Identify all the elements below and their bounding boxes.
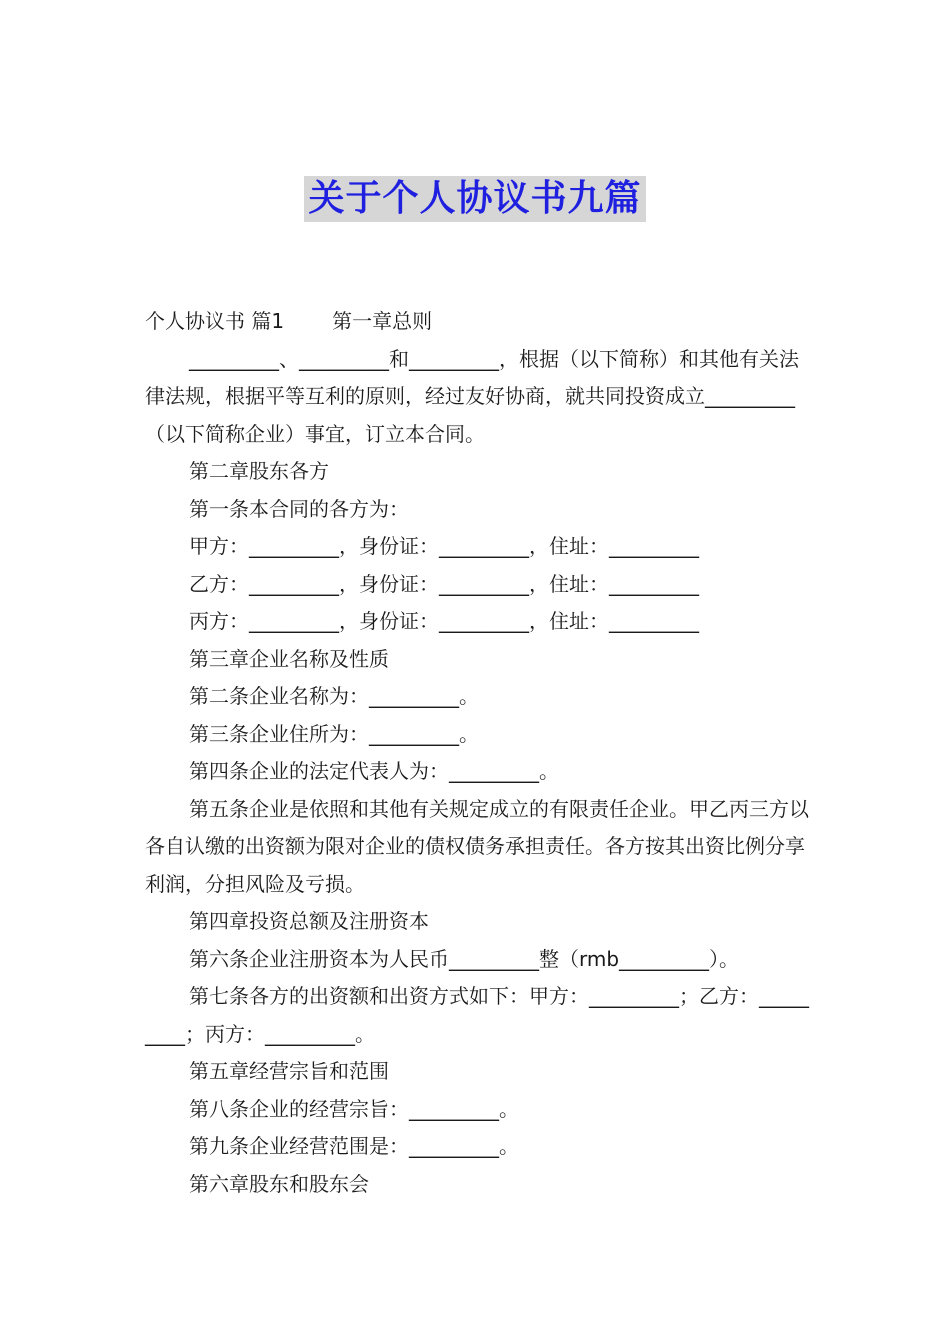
- party-line: 乙方：_________，身份证：_________，住址：_________: [189, 571, 699, 596]
- article-paragraph: 第七条各方的出资额和出资方式如下：甲方：_________；乙方：_________；丙方：_________。: [145, 984, 809, 1046]
- article-paragraph: 第一条本合同的各方为：: [189, 496, 409, 521]
- chapter-heading: 第三章企业名称及性质: [189, 646, 389, 671]
- article-paragraph: 第九条企业经营范围是：_________。: [189, 1134, 519, 1158]
- chapter-heading: 第六章股东和股东会: [189, 1171, 369, 1196]
- article-paragraph: 第五条企业是依照和其他有关规定成立的有限责任企业。甲乙丙三方以各自认缴的出资额为限对企业的债权债务承担责任。各方按其出资比例分享利润，分担风险及亏损。: [145, 796, 809, 896]
- article-paragraph: 第三条企业住所为：_________。: [189, 721, 479, 746]
- party-line: 甲方：_________，身份证：_________，住址：_________: [189, 534, 699, 558]
- article-paragraph: 第二条企业名称为：_________。: [189, 684, 479, 708]
- article-paragraph: 第六条企业注册资本为人民币_________整（rmb_________）。: [189, 946, 740, 971]
- chapter-heading: 第二章股东各方: [189, 459, 329, 483]
- chapter-heading: 第一章总则: [332, 309, 433, 333]
- title-container: [0, 176, 950, 222]
- doc-label: 个人协议书 篇1: [145, 309, 285, 333]
- article-paragraph: 第八条企业的经营宗旨：_________。: [189, 1096, 519, 1121]
- chapter-heading: 第四章投资总额及注册资本: [189, 909, 429, 933]
- article-paragraph: 第四条企业的法定代表人为：_________。: [189, 759, 559, 783]
- party-line: 丙方：_________，身份证：_________，住址：_________: [189, 609, 699, 633]
- paragraph-intro: _________、_________和_________，根据（以下简称）和其他有关法律法规，根据平等互利的原则，经过友好协商，就共同投资成立_________（以下简称企业）事宜，订立本合同。: [145, 346, 799, 446]
- doc-header-line: [145, 303, 817, 341]
- document-body: [145, 303, 817, 1203]
- chapter-heading: 第五章经营宗旨和范围: [189, 1059, 389, 1083]
- document-title: 关于个人协议书九篇: [304, 176, 645, 222]
